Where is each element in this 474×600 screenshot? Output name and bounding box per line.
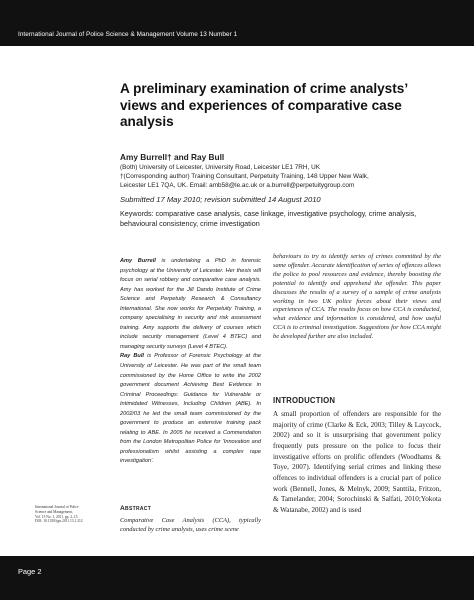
citation-margin-note [35, 505, 110, 524]
article-authors: Amy Burrell† and Ray Bull [120, 152, 225, 162]
bio-text: is undertaking a PhD in forensic psychology at the University of Leicester. Her thesis will focus on serial robbery and comparative case analysis. Amy has worked for the Jill Dando Institute of Crime Science and Perpetuity Research & Consultancy International. She now works for Perpetuity Training, a company specialising in security and risk assessment training. Amy supports the delivery of courses which include security management (Level 4 BTEC) and managing security surveys (Level 4 BTEC). [120, 258, 262, 350]
bio-author-name: Amy Burrell [120, 258, 156, 264]
keywords: Keywords: comparative case analysis, case linkage, investigative psychology, crime analysis, behavioural consistency, crime investigation [120, 209, 417, 228]
journal-title: International Journal of Police Science & Management Volume 13 Number 1 [18, 31, 238, 38]
page-number: Page 2 [18, 567, 42, 576]
abstract-heading: Abstract [120, 505, 152, 512]
submission-dates: Submitted 17 May 2010; revision submitted 14 August 2010 [120, 195, 321, 204]
affiliation-line: †(Corresponding author) Training Consultant, Perpetuity Training, 148 Upper New Walk, [120, 173, 369, 181]
bio-author-name: Ray Bull [120, 353, 144, 360]
article-title: A preliminary examination of crime analysts’ views and experiences of comparative case analysis [120, 81, 408, 129]
introduction-heading: INTRODUCTION [273, 396, 336, 405]
citation-line: Science and Management, [35, 509, 73, 514]
affiliation-line: Leicester LE1 7QA, UK. Email: amb58@le.ac.uk or a.burrell@perpetuitygroup.com [120, 182, 355, 190]
affiliation-line: (Both) University of Leicester, University Road, Leicester LE1 7RH, UK [120, 164, 320, 171]
abstract-text: Comparative Case Analysis (CCA), typically conducted by crime analysts, uses crime scene [120, 517, 261, 533]
journal-header-bar [0, 0, 474, 46]
abstract-continued: behaviours to try to identify series of crimes committed by the same offender. Accurate identification of series of offences allows the police to pool resources and evidence, thereby boosting the potential to identify and apprehend the offender. This paper discusses the results of a survey of a sample of crime analysts working in two UK police forces about their views and experiences of CCA. The results focus on how CCA is conducted, what evidence and information is considered, and how useful CCA is to criminal investigation. Suggestions for how CCA might be developed further are also included. [273, 253, 441, 341]
author-biographies [120, 257, 261, 467]
author-affiliations [120, 163, 450, 190]
citation-line: International Journal of Police [35, 505, 79, 509]
bio-text: is Professor of Forensic Psychology at the University of Leicester. He was part of the small team commissioned by the Home Office to write the 2002 government document Achieving Best Evidence in Criminal Proceedings: Guidance for Vulnerable or Intimidated Witnesses, Including Children (ABE). In 2002/03 he led the small team commissioned by the government to produce an extensive training pack relating to ABE. In 2005 he received a Commendation from the London Metropolitan Police for ‘Innovation and professionalism whilst assisting a complex rape investigation’. [120, 353, 261, 465]
citation-line: Vol. 13 No. 1, 2011, pp. 2–15. [35, 514, 79, 519]
introduction-text: A small proportion of offenders are responsible for the majority of crime (Clarke & Eck, 2003; Tilley & Laycock, 2002) and so it is unsurprising that government policy frequently puts pressure on the police to focus their investigative efforts on prolific offenders (Woodhams & Toye, 2007). Identifying serial crimes and linking these offences to individual offenders is a crucial part of police work (Bennell, Jones, & Melnyk, 2009; Santtila, Fritzon, & Tamelander, 2004; Sorochinski & Salfati, 2010;Yokota & Watanabe, 2002) and is used [273, 410, 441, 514]
bio-paragraph [120, 257, 261, 352]
bio-paragraph [120, 352, 261, 467]
citation-line: DOI: 10.1350/ijps.2011.13.1.212 [35, 519, 83, 524]
page-footer-bar [0, 556, 474, 600]
